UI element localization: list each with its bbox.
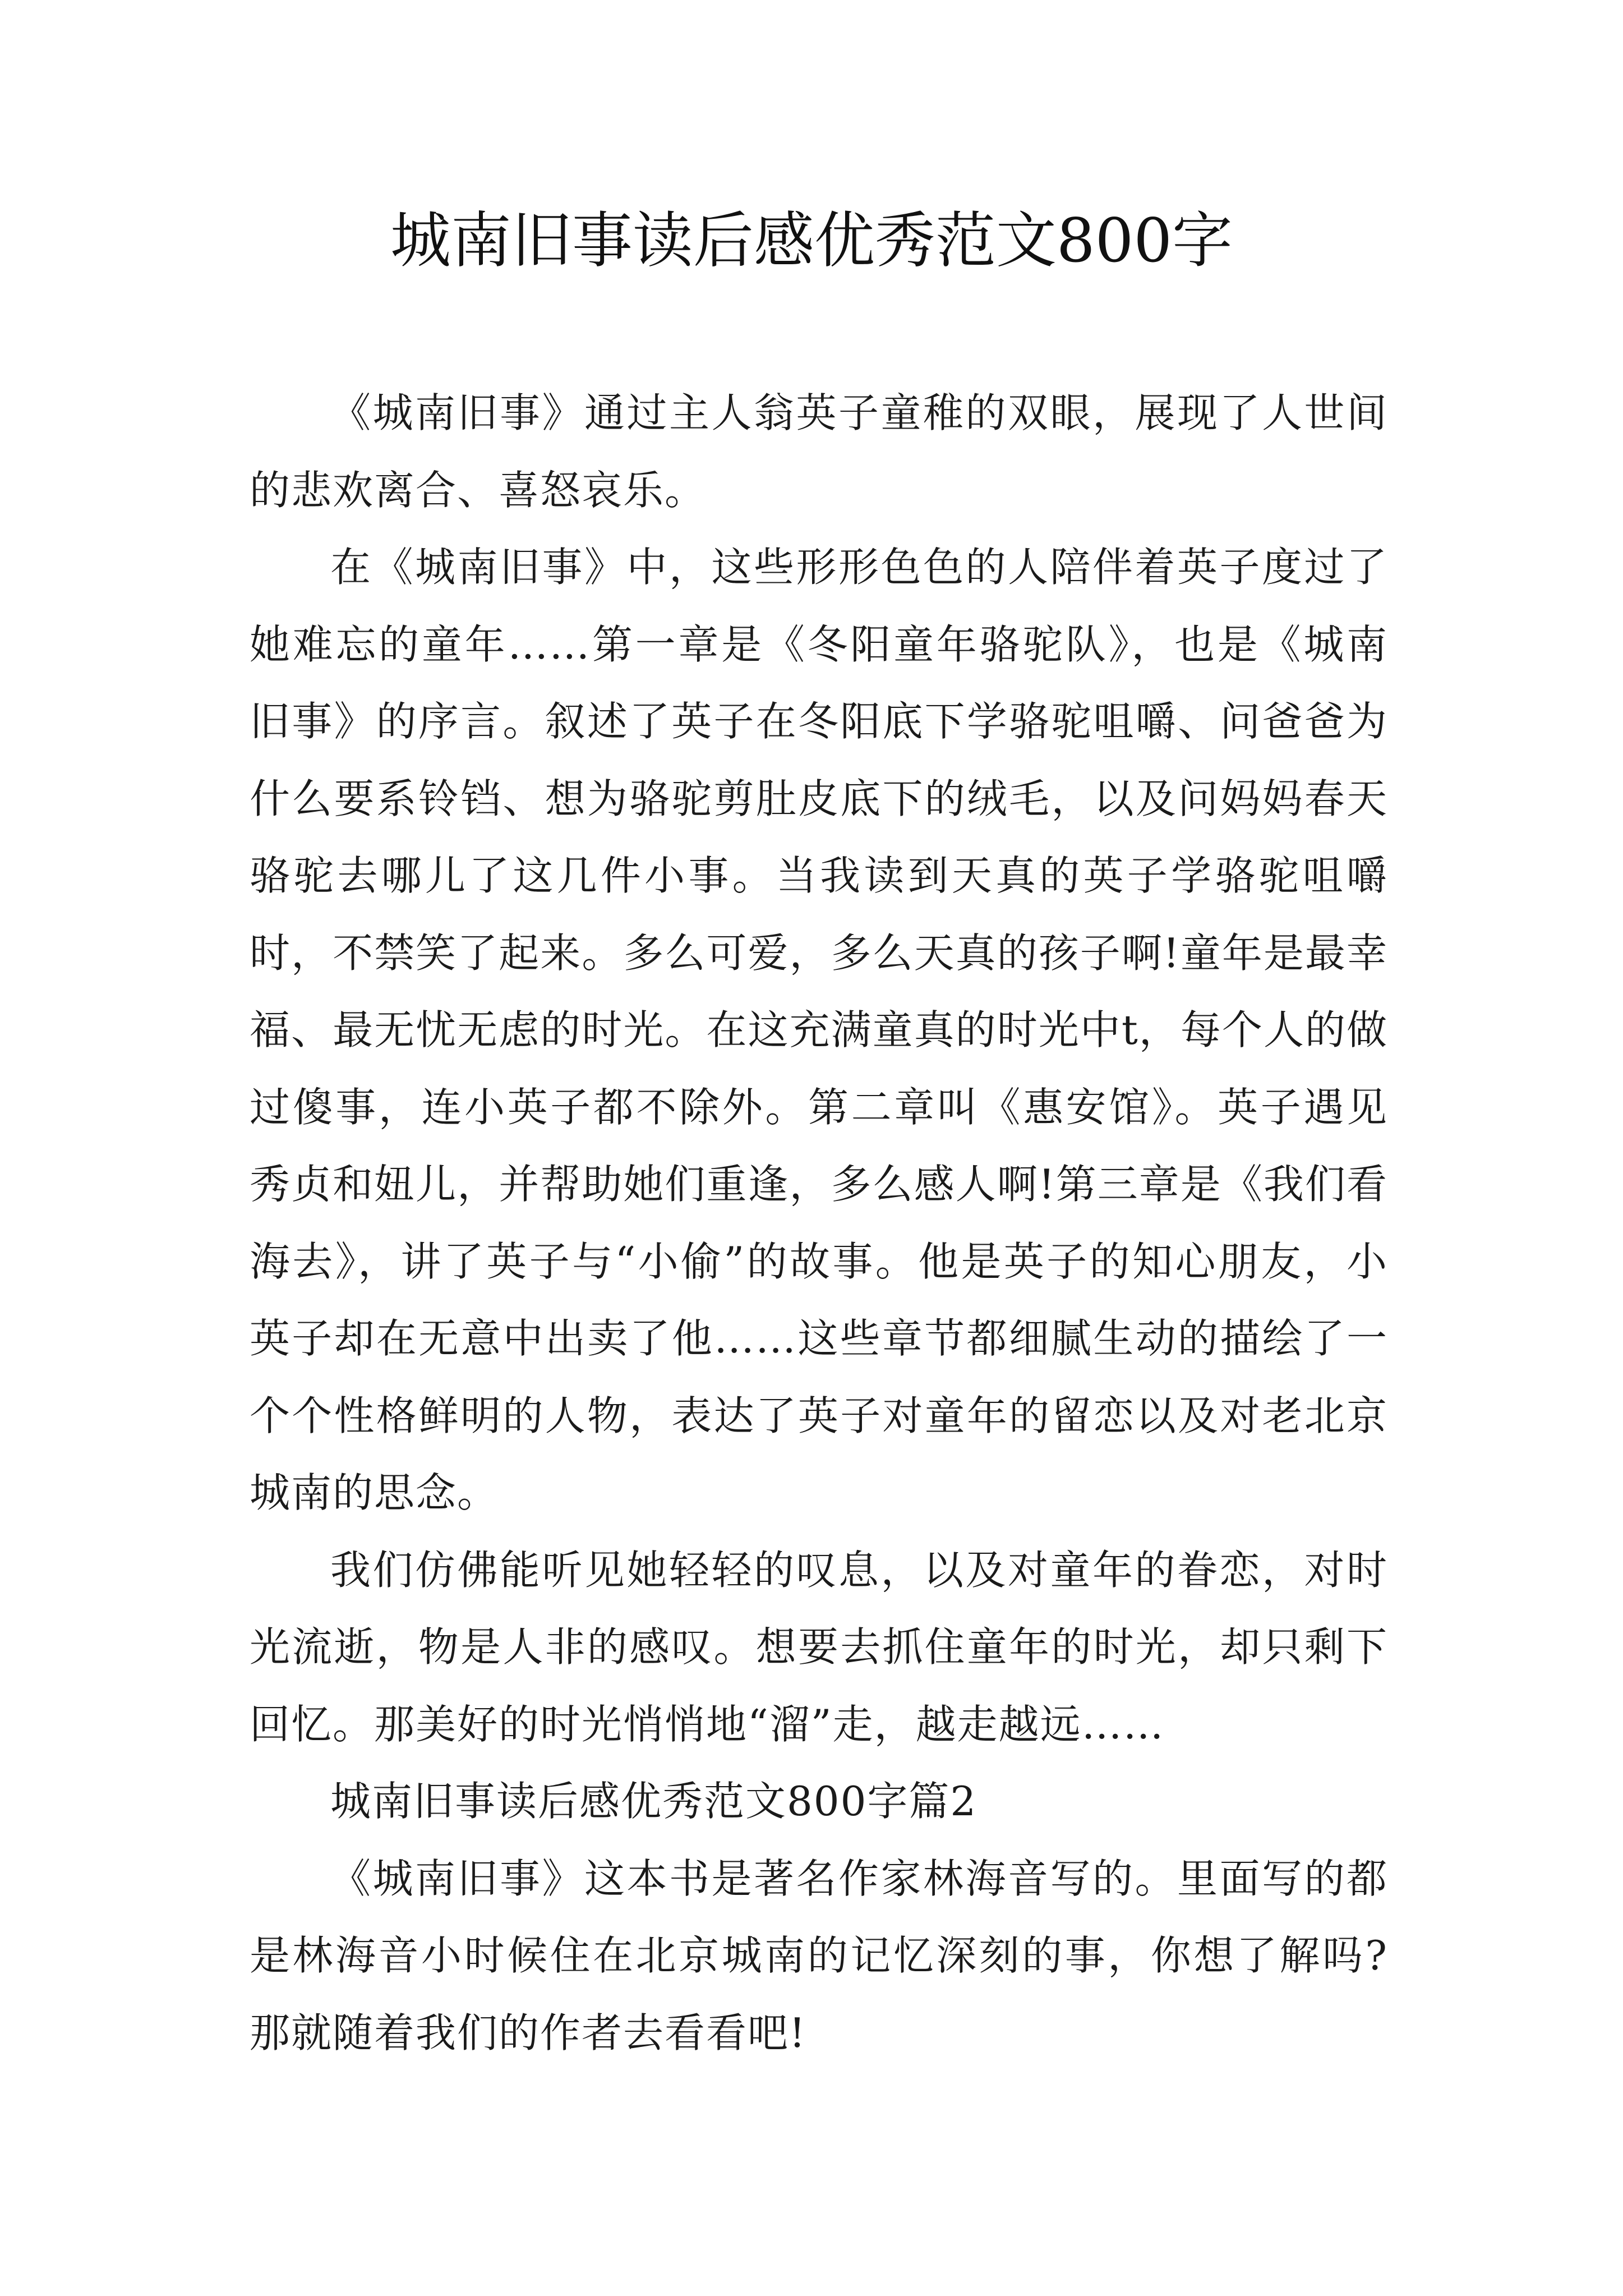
paragraph-intro: 《城南旧事》通过主人翁英子童稚的双眼，展现了人世间的悲欢离合、喜怒哀乐。 [250, 389, 1388, 514]
document-title: 城南旧事读后感优秀范文800字 [390, 206, 1233, 276]
paragraph-reflection: 我们仿佛能听见她轻轻的叹息，以及对童年的眷恋，对时光流逝，物是人非的感叹。想要去抓住童年的时光，却只剩下回忆。那美好的时光悄悄地“溜”走，越走越远…… [250, 1546, 1388, 1748]
section-heading-essay-2: 城南旧事读后感优秀范文800字篇2 [330, 1778, 978, 1825]
paragraph-essay-2-intro: 《城南旧事》这本书是著名作家林海音写的。里面写的都是林海音小时候住在北京城南的记忆深刻的事，你想了解吗?那就随着我们的作者去看看吧! [250, 1855, 1388, 2056]
document-body [250, 375, 1388, 2072]
paragraph-chapters: 在《城南旧事》中，这些形形色色的人陪伴着英子度过了她难忘的童年……第一章是《冬阳童年骆驼队》，也是《城南旧事》的序言。叙述了英子在冬阳底下学骆驼咀嚼、问爸爸为什么要系铃铛、想为骆驼剪肚皮底下的绒毛，以及问妈妈春天骆驼去哪儿了这几件小事。当我读到天真的英子学骆驼咀嚼时，不禁笑了起来。多么可爱，多么天真的孩子啊!童年是最幸福、最无忧无虑的时光。在这充满童真的时光中t，每个人的做过傻事，连小英子都不除外。第二章叫《惠安馆》。英子遇见秀贞和妞儿，并帮助她们重逢，多么感人啊!第三章是《我们看海去》，讲了英子与“小偷”的故事。他是英子的知心朋友，小英子却在无意中出卖了他……这些章节都细腻生动的描绘了一个个性格鲜明的人物，表达了英子对童年的留恋以及对老北京城南的思念。 [250, 544, 1388, 1516]
